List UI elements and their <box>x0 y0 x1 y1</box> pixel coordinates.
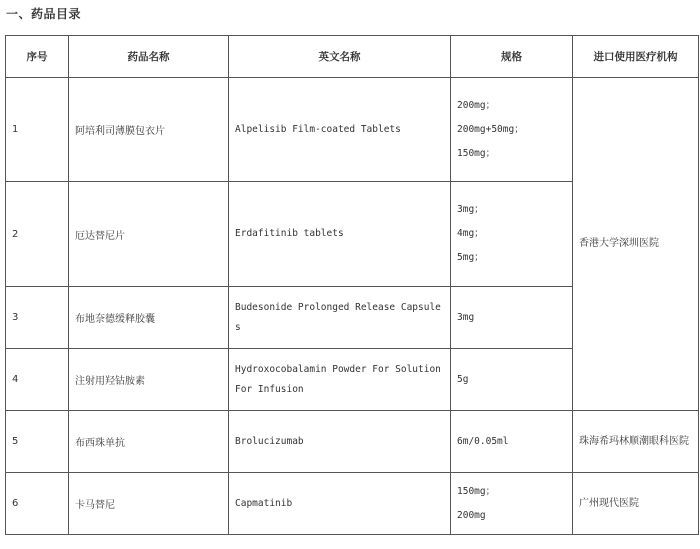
english-name: Brolucizumab <box>229 411 451 473</box>
english-name: Alpelisib Film-coated Tablets <box>229 78 451 182</box>
spec-cell <box>451 182 573 287</box>
spec-cell <box>451 287 573 349</box>
column-header-spec: 规格 <box>451 36 573 78</box>
spec-cell <box>451 349 573 411</box>
spec-value: 150mg； <box>457 147 496 159</box>
column-header-no: 序号 <box>6 36 69 78</box>
drug-name: 注射用羟钴胺素 <box>69 349 229 411</box>
drug-name: 阿培利司薄膜包衣片 <box>69 78 229 182</box>
english-name: Erdafitinib tablets <box>229 182 451 287</box>
row-number: 4 <box>6 349 69 411</box>
drug-name: 厄达替尼片 <box>69 182 229 287</box>
row-number: 2 <box>6 182 69 287</box>
spec-value: 5mg； <box>457 252 484 263</box>
drug-name: 卡马替尼 <box>69 473 229 535</box>
column-header-name: 药品名称 <box>69 36 229 78</box>
english-name: Capmatinib <box>229 473 451 535</box>
drug-table <box>5 35 699 535</box>
spec-value: 3mg <box>457 311 475 323</box>
spec-value: 200mg； <box>457 99 496 111</box>
column-header-english: 英文名称 <box>229 36 451 78</box>
spec-cell <box>451 411 573 473</box>
row-number: 6 <box>6 473 69 535</box>
section-heading: 一、药品目录 <box>6 7 82 21</box>
spec-value: 4mg； <box>457 228 484 239</box>
row-number: 3 <box>6 287 69 349</box>
spec-value: 200mg <box>457 509 486 521</box>
english-name: Budesonide Prolonged Release Capsules <box>229 287 451 349</box>
spec-value: 3mg； <box>457 204 484 215</box>
drug-name: 布西珠单抗 <box>69 411 229 473</box>
table-row <box>6 411 699 473</box>
institution-cell: 广州现代医院 <box>573 473 699 535</box>
spec-value: 6m/0.05ml <box>457 435 509 447</box>
table-row <box>6 473 699 535</box>
institution-cell: 香港大学深圳医院 <box>573 78 699 411</box>
spec-value: 5g <box>457 373 469 385</box>
table-row <box>6 78 699 182</box>
row-number: 1 <box>6 78 69 182</box>
column-header-institution: 进口使用医疗机构 <box>573 36 699 78</box>
english-name: Hydroxocobalamin Powder For Solution For Infusion <box>229 349 451 411</box>
spec-cell <box>451 78 573 182</box>
row-number: 5 <box>6 411 69 473</box>
spec-value: 150mg； <box>457 485 496 497</box>
spec-cell <box>451 473 573 535</box>
institution-cell: 珠海希玛林顺潮眼科医院 <box>573 411 699 473</box>
drug-name: 布地奈德缓释胶囊 <box>69 287 229 349</box>
spec-value: 200mg+50mg； <box>457 123 524 135</box>
table-header-row <box>6 36 699 78</box>
